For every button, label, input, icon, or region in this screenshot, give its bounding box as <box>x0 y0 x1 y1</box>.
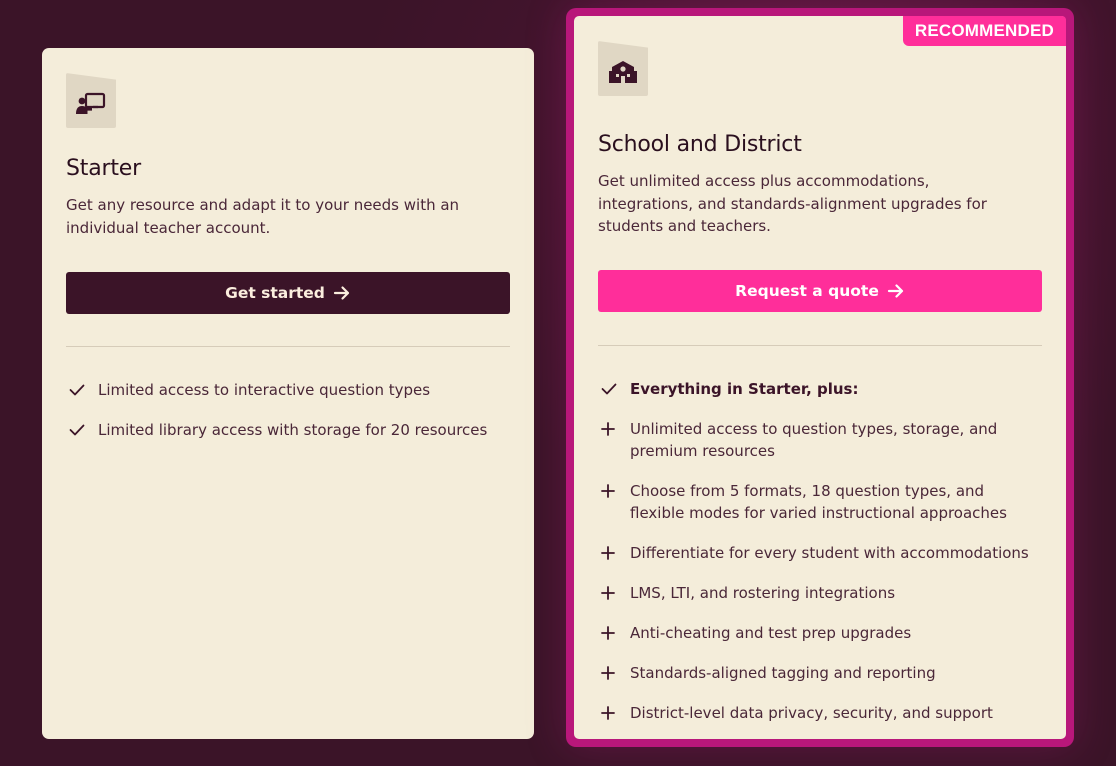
starter-feature-list <box>66 379 510 459</box>
check-icon <box>598 378 630 400</box>
feature-text: Differentiate for every student with accommodations <box>630 544 1029 562</box>
feature-text: District-level data privacy, security, and support <box>630 704 993 722</box>
list-item <box>598 702 1042 724</box>
arrow-right-icon <box>333 285 351 301</box>
list-item <box>66 419 510 441</box>
plus-icon <box>598 480 630 502</box>
plus-icon <box>598 702 630 724</box>
feature-text: Anti-cheating and test prep upgrades <box>630 624 912 642</box>
get-started-button[interactable] <box>66 272 510 314</box>
school-building-icon <box>598 41 648 96</box>
plus-icon <box>598 582 630 604</box>
plan-title: School and District <box>598 132 802 157</box>
feature-text: Standards-aligned tagging and reporting <box>630 664 936 682</box>
arrow-right-icon <box>887 283 905 299</box>
plan-description: Get any resource and adapt it to your needs with an individual teacher account. <box>66 196 460 237</box>
list-item <box>598 378 1042 400</box>
school-plan-card <box>574 16 1066 739</box>
check-icon <box>66 419 98 441</box>
list-item <box>598 480 1042 524</box>
feature-text: Everything in Starter, plus: <box>630 380 859 398</box>
plan-description: Get unlimited access plus accommodations, integrations, and standards-alignment upgrades for students and teachers. <box>598 172 987 235</box>
plus-icon <box>598 418 630 440</box>
plus-icon <box>598 542 630 564</box>
check-icon <box>66 379 98 401</box>
feature-text: Limited library access with storage for 20 resources <box>98 421 488 439</box>
recommended-badge: RECOMMENDED <box>903 16 1066 46</box>
list-item <box>598 662 1042 684</box>
feature-text: Limited access to interactive question types <box>98 381 431 399</box>
feature-text: Unlimited access to question types, storage, and premium resources <box>630 420 998 460</box>
plus-icon <box>598 622 630 644</box>
divider <box>66 346 510 347</box>
school-feature-list <box>598 378 1042 742</box>
list-item <box>598 622 1042 644</box>
plan-title: Starter <box>66 156 141 181</box>
school-plan-card-highlight <box>566 8 1074 747</box>
starter-plan-card <box>42 48 534 739</box>
get-started-label: Get started <box>225 284 325 302</box>
list-item <box>598 582 1042 604</box>
plus-icon <box>598 662 630 684</box>
divider <box>598 345 1042 346</box>
request-quote-button[interactable] <box>598 270 1042 312</box>
feature-text: Choose from 5 formats, 18 question types, and flexible modes for varied instructional approaches <box>630 482 1007 522</box>
feature-text: LMS, LTI, and rostering integrations <box>630 584 896 602</box>
list-item <box>66 379 510 401</box>
request-quote-label: Request a quote <box>735 282 879 300</box>
list-item <box>598 418 1042 462</box>
list-item <box>598 542 1042 564</box>
teacher-presentation-icon <box>66 73 116 128</box>
